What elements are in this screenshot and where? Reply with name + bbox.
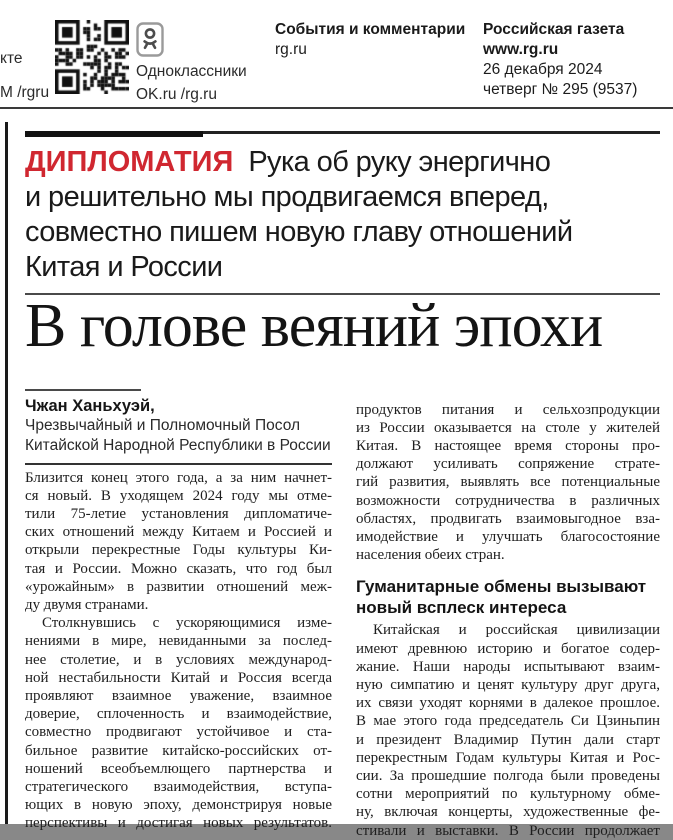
text-line: новый всплеск интереса bbox=[356, 598, 567, 618]
text-line: возможности сотрудничества в различных bbox=[356, 492, 660, 509]
text-line: сии. За прошедшие полгода были проведены bbox=[356, 767, 660, 784]
text-line: Чрезвычайный и Полномочный Посол bbox=[25, 416, 301, 434]
body-paragraph bbox=[356, 621, 660, 839]
text-line: ся новый. В уходящем 2024 году мы отме- bbox=[25, 487, 332, 504]
article-headline: В голове веяний эпохи bbox=[25, 291, 603, 360]
text-line: Близится конец этого года, а за ним начнет- bbox=[25, 469, 332, 486]
text-line: их связи уходят корнями в далекое прошлое. bbox=[356, 695, 660, 712]
text-line: жание. Наши народы испытывают взаим- bbox=[356, 658, 660, 675]
masthead bbox=[0, 0, 673, 108]
text-line: открыли перекрестные Годы культуры Ки- bbox=[25, 542, 332, 559]
text-line: Гуманитарные обмены вызывают bbox=[356, 577, 647, 597]
body-paragraph bbox=[25, 469, 332, 615]
paper-name: Российская газета bbox=[483, 21, 625, 38]
byline-bottom-rule bbox=[25, 463, 332, 465]
text-line: должают усиливать сопряжение страте- bbox=[356, 456, 660, 473]
text-line: имеют древнюю историю и богатое содер- bbox=[356, 640, 660, 657]
body-paragraph bbox=[356, 401, 660, 565]
text-line: нениями в мире, невиданными за послед- bbox=[25, 633, 332, 650]
text-line: Китая и России bbox=[25, 251, 223, 283]
text-line: нее столетие, и в условиях международ- bbox=[25, 651, 332, 668]
text-line: ношений всеобъемлющего партнерства и bbox=[25, 760, 332, 777]
section-title: События и комментарии bbox=[275, 21, 466, 38]
kicker-bar-thick-segment bbox=[25, 131, 203, 137]
byline-role bbox=[25, 416, 332, 456]
qr-code bbox=[55, 20, 129, 94]
section-block bbox=[275, 20, 465, 60]
text-line: областях, продвигать взаимовыгодное вза- bbox=[356, 510, 660, 527]
text-line: стивали и выставки. В России продолжает bbox=[356, 822, 660, 839]
text-line: гий развития, выявлять все потенциальные bbox=[356, 474, 660, 491]
text-line: перспективы и достигая новых результатов. bbox=[25, 815, 332, 832]
text-line: совместно пишем новую главу отношений bbox=[25, 216, 573, 248]
subheading bbox=[356, 576, 660, 618]
text-line: из России оказывается на столе у жителей bbox=[356, 419, 660, 436]
text-line: «урожайным» в развитии отношений меж- bbox=[25, 578, 332, 595]
odnoklassniki-url: OK.ru /rg.ru bbox=[136, 86, 217, 103]
byline-top-rule bbox=[25, 389, 141, 391]
text-line: населения обеих стран. bbox=[356, 547, 505, 564]
text-line: ющих в новую эпоху, демонстрируя новые bbox=[25, 797, 332, 814]
text-line: стратегического взаимодействия, вступа- bbox=[25, 778, 332, 795]
body-text-right bbox=[356, 401, 660, 840]
column-left bbox=[25, 387, 332, 840]
column-rail-divider bbox=[5, 122, 8, 824]
body-paragraph bbox=[25, 614, 332, 832]
text-line: ду двумя странами. bbox=[25, 596, 149, 613]
vk-url-fragment: М /rgru bbox=[0, 84, 50, 101]
kicker-first-line bbox=[25, 145, 660, 180]
vk-label-fragment: кте bbox=[0, 50, 23, 67]
text-line: продуктов питания и сельхозпродукции bbox=[356, 401, 660, 418]
article bbox=[25, 131, 660, 840]
kicker-rest-lines bbox=[25, 180, 660, 285]
text-line: Китая. В настоящее время стороны про- bbox=[356, 437, 660, 454]
text-line: сотни мероприятий по культурному обме- bbox=[356, 786, 660, 803]
text-line: Столкнувшись с ускоряющимися изме- bbox=[42, 615, 332, 632]
paper-issue-number: четверг № 295 (9537) bbox=[483, 81, 638, 98]
text-line: бильное развитие китайско-российских от- bbox=[25, 742, 332, 759]
text-line: ских отношений между Китаем и Россией и bbox=[25, 524, 332, 541]
text-line: ну, включая концерты, художественные фе- bbox=[356, 804, 660, 821]
odnoklassniki-icon bbox=[136, 22, 164, 62]
article-columns bbox=[25, 387, 660, 840]
kicker-text: Рука об руку энергично bbox=[248, 146, 551, 178]
text-line: совместно продвигают устойчивое и ста- bbox=[25, 724, 332, 741]
column-right bbox=[356, 387, 660, 840]
text-line: В мае этого года председатель Си Цзиньпин bbox=[356, 713, 660, 730]
paper-date: 26 декабря 2024 bbox=[483, 61, 603, 78]
text-line: тая и России. Можно сказать, что год был bbox=[25, 560, 332, 577]
paper-info-block bbox=[483, 20, 637, 100]
masthead-divider bbox=[0, 107, 673, 109]
text-line: проявляют взаимное уважение, взаимное bbox=[25, 687, 332, 704]
text-line: Китайской Народной Республики в России bbox=[25, 436, 331, 454]
kicker-bar-thin-segment bbox=[203, 131, 660, 134]
odnoklassniki-label: Одноклассники bbox=[136, 63, 247, 80]
paper-site: www.rg.ru bbox=[483, 41, 559, 58]
text-line: ную симпатию и ценят культуру друг друга, bbox=[356, 676, 660, 693]
section-url: rg.ru bbox=[275, 41, 307, 58]
text-line: перекрестным Годам культуры Китая и Рос- bbox=[356, 749, 660, 766]
text-line: и решительно мы продвигаемся вперед, bbox=[25, 181, 549, 213]
text-line: и президент Владимир Путин дали старт bbox=[356, 731, 660, 748]
text-line: ной нестабильности Китай и Россия всегда bbox=[25, 669, 332, 686]
rubric-label: ДИПЛОМАТИЯ bbox=[25, 146, 234, 178]
body-text-left bbox=[25, 469, 332, 833]
kicker bbox=[25, 145, 660, 285]
text-line: имодействие и улучшать благосостояние bbox=[356, 528, 660, 545]
text-line: Китайская и российская цивилизации bbox=[373, 622, 660, 639]
byline-author: Чжан Ханьхуэй, bbox=[25, 396, 155, 415]
kicker-top-bar bbox=[25, 131, 660, 137]
text-line: доверие, сплоченность и взаимодействие, bbox=[25, 706, 332, 723]
text-line: тили 75-летие установления дипломатиче- bbox=[25, 505, 332, 522]
